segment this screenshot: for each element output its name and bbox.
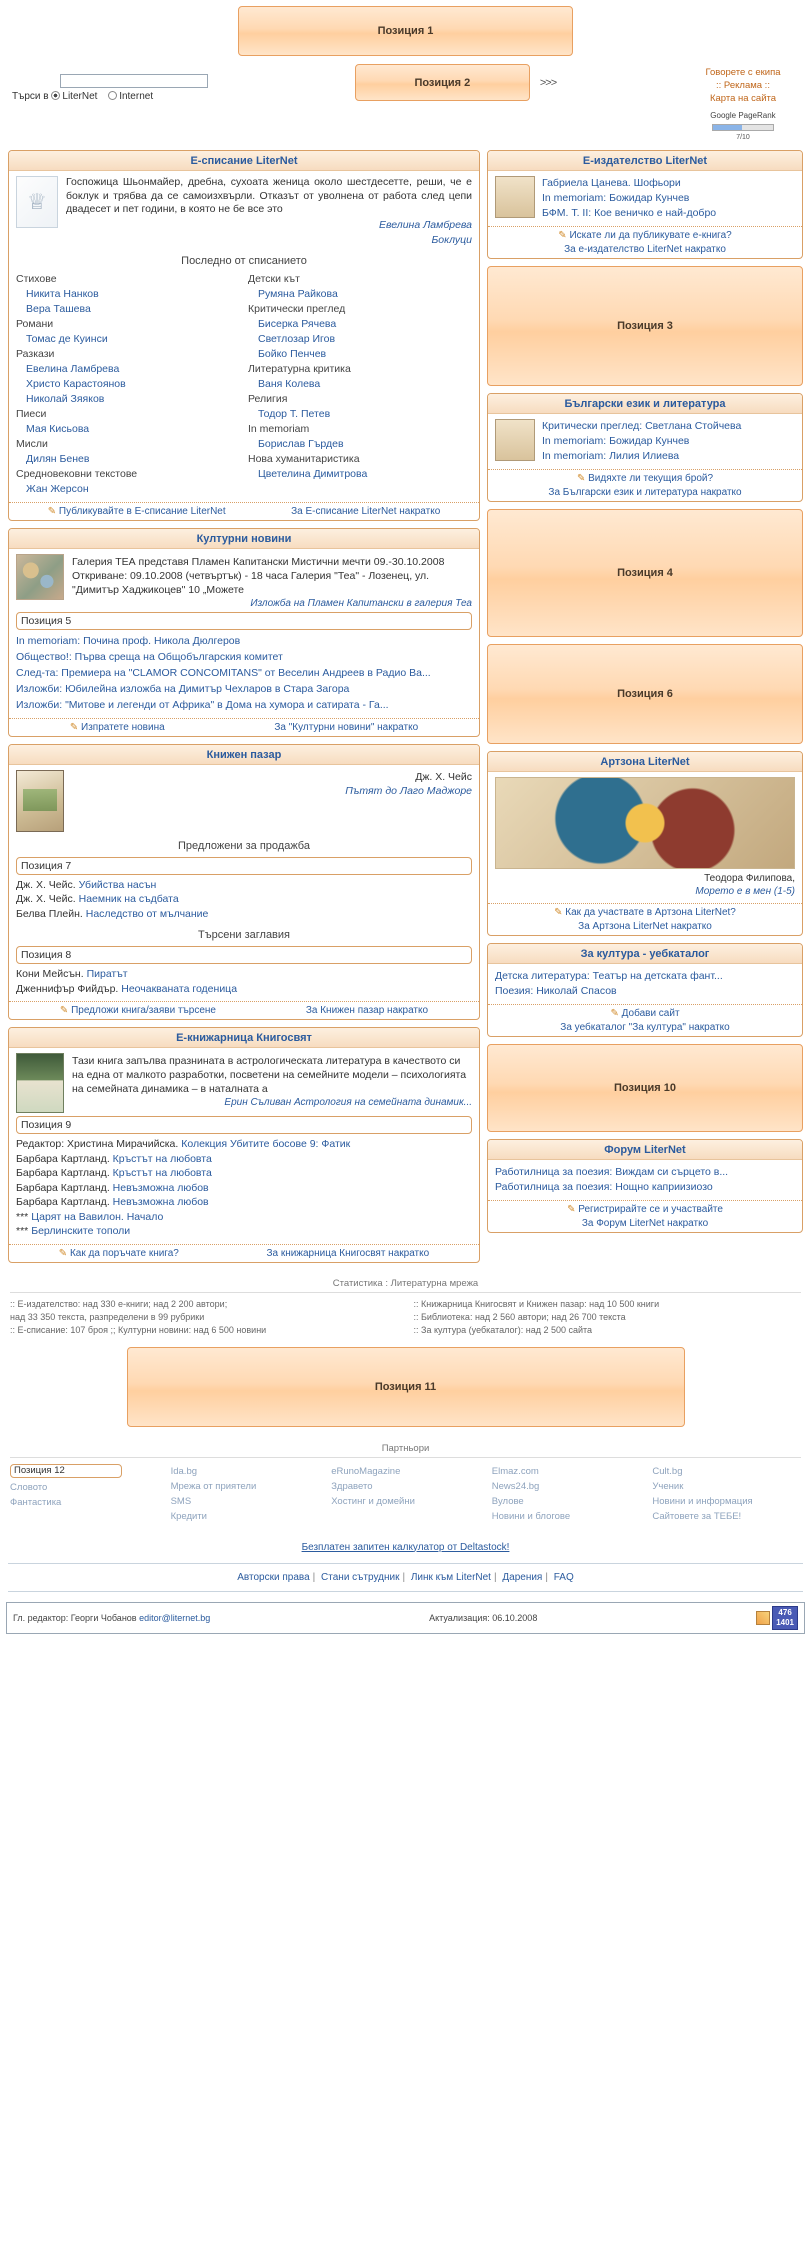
forum-item[interactable]: Работилница за поезия: Нощно каприизиозо [495, 1181, 713, 1193]
radio-internet-icon[interactable] [108, 91, 117, 100]
ad-position-2[interactable]: Позиция 2 [355, 64, 530, 101]
ebook-link[interactable]: Царят на Вавилон. Начало [31, 1210, 164, 1223]
ebook-prefix: *** [16, 1225, 32, 1237]
book-author: Белва Плейн. [16, 907, 86, 920]
ezine-category: Разкази [16, 347, 55, 360]
panel-bulgarian-language [487, 393, 803, 502]
book-market-about-link[interactable]: За Книжен пазар накратко [305, 1005, 429, 1016]
ezine-link[interactable]: Христо Карастоянов [26, 377, 126, 390]
ad-position-10[interactable]: Позиция 10 [487, 1044, 803, 1132]
left-column [8, 150, 480, 1270]
book-title-link[interactable]: Убийства насън [78, 878, 157, 891]
partner-link[interactable]: Словото [10, 1481, 48, 1493]
ezine-lead-thumb-icon: ♕ [16, 176, 58, 228]
bottom-navigation: Авторски права | Стани сътрудник | Линк към LiterNet | Дарения | FAQ [8, 1563, 803, 1592]
webcatalog-about-link[interactable]: За уебкаталог "За култура" накратко [560, 1022, 730, 1033]
panel-book-market-body [9, 765, 479, 1002]
panel-ezine-footer [9, 502, 479, 520]
partner-link[interactable]: News24.bg [491, 1480, 540, 1492]
ezine-lead [16, 176, 472, 247]
epublishing-publish-link[interactable]: Искате ли да публикувате е-книга? [569, 230, 732, 241]
partner-link[interactable]: Elmaz.com [491, 1465, 539, 1477]
culture-news-thumb-image [16, 554, 64, 600]
ebook-lead-text: Тази книга запълва празнината в астрологическата литература в качеството си на една от малкото разработки, посветени на семейните модели – психологията на семейната динамика – в наталната а [72, 1055, 467, 1095]
panel-ebookstore-body [9, 1048, 479, 1244]
ebook-prefix: Барбара Картланд. [16, 1196, 113, 1208]
culture-news-lead-text: Галерия ТЕА представя Пламен Капитански Мистични мечти 09.-30.10.2008 Откриване: 09.10.2008 (четвъртък) - 18 часа Галерия "Теа" - Лозенец, ул. "Димитър Хаджикоцев" 10 „Можете [72, 555, 445, 596]
panel-ebookstore-footer [9, 1244, 479, 1262]
culture-news-about-link[interactable]: За "Културни новини" накратко [274, 721, 419, 733]
ezine-category: Детски кът [248, 272, 300, 285]
panel-webcatalog-title: За култура - уебкаталог [488, 944, 802, 964]
ezine-lead-text: Госпожица Шьонмайер, дребна, сухоата женица около шестдесетте, реши, че е боклук и трябва да се самоизхвърли. Отказът от уволнена от работа след цепи двадесет и пет години, в която не бе все это [66, 176, 472, 215]
ezine-link[interactable]: Ваня Колева [258, 377, 321, 390]
partners-column [10, 1464, 159, 1524]
panel-forum-footer [488, 1200, 802, 1232]
panel-webcatalog-footer [488, 1004, 802, 1036]
ad-position-5[interactable]: Позиция 5 [16, 612, 472, 630]
culture-news-item[interactable]: Общество!: Първа среща на Общобългарския комитет [16, 650, 283, 663]
book-market-search-subtitle: Търсени заглавия [197, 929, 291, 941]
book-market-lead [16, 770, 472, 832]
ezine-link[interactable]: Светлозар Игов [258, 332, 336, 345]
panel-webcatalog [487, 943, 803, 1037]
ezine-lead-title[interactable]: Боклуци [431, 233, 472, 246]
ezine-list-left [16, 272, 240, 497]
sitemap-link[interactable]: Карта на сайта [709, 93, 777, 104]
culture-news-item[interactable]: Изложби: Юбилейна изложба на Димитър Чехларов в Стара Загора [16, 682, 350, 695]
search-options [8, 91, 228, 102]
nav-copyright[interactable]: Авторски права [237, 1571, 310, 1583]
webcatalog-item[interactable]: Детска литература: Театър на детската фант... [495, 970, 723, 982]
ezine-category: Религия [248, 392, 288, 405]
artzone-artwork-image[interactable] [495, 777, 795, 869]
artzone-participate-link[interactable]: Как да участвате в Артзона LiterNet? [565, 907, 736, 918]
nav-contributor[interactable]: Стани сътрудник [321, 1571, 400, 1583]
partner-link[interactable]: Мрежа от приятели [170, 1480, 257, 1492]
statistics-line: :: Е-списание: 107 броя ;; Културни новини: над 6 500 новини [10, 1324, 267, 1335]
nav-faq[interactable]: FAQ [553, 1571, 574, 1583]
ad-position-7[interactable]: Позиция 7 [16, 857, 472, 875]
ezine-link[interactable]: Николай Зяяков [26, 392, 105, 405]
header-ad-area [228, 64, 683, 101]
site-footer [6, 1602, 805, 1634]
epublishing-lead [495, 176, 795, 221]
ezine-lists [16, 272, 472, 497]
ad-position-1[interactable]: Позиция 1 [238, 6, 573, 56]
pencil-icon: ✎ [69, 721, 79, 733]
pencil-icon: ✎ [59, 1005, 69, 1016]
book-cover-image [16, 770, 64, 832]
radio-liternet-icon[interactable] [51, 91, 60, 100]
header-links [683, 64, 803, 144]
ebook-lead-title[interactable]: Астрология на семейната динамик... [293, 1097, 472, 1108]
ebook-link[interactable]: Невъзможна любов [112, 1181, 209, 1194]
ezine-publish-link[interactable]: Публикувайте в Е-списание LiterNet [58, 505, 226, 517]
epublishing-item[interactable]: In memoriam: Божидар Кунчев [542, 192, 690, 204]
panel-culture-news [8, 528, 480, 737]
order-book-link[interactable]: Как да поръчате книга? [69, 1247, 179, 1259]
search-area [8, 64, 228, 102]
book-title-link[interactable]: Пиратът [86, 968, 128, 980]
ezine-category: Стихове [16, 272, 57, 285]
panel-epublishing-footer [488, 226, 802, 258]
search-input[interactable] [60, 74, 208, 88]
pencil-icon: ✎ [567, 1204, 576, 1215]
book-title-link[interactable]: Наследство от мълчание [85, 907, 209, 920]
ebook-link[interactable]: Невъзможна любов [112, 1196, 209, 1208]
book-title-link[interactable]: Неочакваната годеница [121, 982, 238, 995]
webcatalog-item[interactable]: Поезия: Николай Спасов [495, 985, 617, 997]
panel-ebookstore-title: Е-книжарница Книгосвят [9, 1028, 479, 1048]
ad-position-9[interactable]: Позиция 9 [16, 1116, 472, 1134]
partners-column [492, 1464, 641, 1524]
partner-link[interactable]: Новини и информация [652, 1495, 753, 1507]
ebook-link[interactable]: Колекция Убитите босове 9: Фатик [181, 1138, 351, 1150]
nav-link-to-liternet[interactable]: Линк към LiterNet [410, 1571, 491, 1583]
forum-item[interactable]: Работилница за поезия: Виждам си сърцето в... [495, 1166, 729, 1178]
pagerank-label: Google PageRank [710, 111, 776, 120]
forum-about-link[interactable]: За Форум LiterNet накратко [581, 1218, 709, 1229]
top-ad-row [0, 0, 811, 60]
ad-position-3[interactable]: Позиция 3 [487, 266, 803, 386]
ebook-prefix: Барбара Картланд. [16, 1152, 113, 1165]
ezine-link[interactable]: Тодор Т. Петев [258, 407, 331, 420]
partner-link[interactable]: Ida.bg [170, 1465, 198, 1477]
ad-arrows: >>> [539, 76, 557, 89]
panel-epublishing [487, 150, 803, 259]
pagerank-value: 7/10 [736, 134, 750, 141]
ebookstore-lead [16, 1053, 472, 1113]
epublishing-thumb-image [495, 176, 535, 218]
ad-position-11[interactable]: Позиция 11 [127, 1347, 685, 1427]
footer-editor [13, 1613, 210, 1623]
ebook-link[interactable]: Кръстът на любовта [112, 1167, 212, 1179]
ezine-link[interactable]: Евелина Ламбрева [26, 362, 120, 375]
ebookstore-about-link[interactable]: За книжарница Книгосвят накратко [266, 1247, 430, 1259]
book-market-offers-subtitle: Предложени за продажба [178, 839, 310, 852]
nav-donations[interactable]: Дарения [502, 1571, 543, 1583]
statistics-column-left [10, 1298, 398, 1337]
ebook-lead-author: Ерин Съливан [224, 1097, 292, 1108]
partner-link[interactable]: SMS [170, 1495, 192, 1507]
ezine-category: Мисли [16, 437, 48, 450]
promo-link[interactable]: Безплатен запитен калкулатор от Deltastock! [301, 1541, 510, 1553]
ebook-prefix: Барбара Картланд. [16, 1181, 113, 1194]
culture-news-item[interactable]: Изложби: "Митове и легенди от Африка" в Дома на хумора и сатирата - Га... [16, 698, 389, 711]
ebook-link[interactable]: Берлинските тополи [31, 1225, 131, 1237]
panel-artzone-footer [488, 903, 802, 935]
bulgarian-language-item[interactable]: In memoriam: Лилия Илиева [542, 450, 680, 462]
bulgarian-language-item[interactable]: In memoriam: Божидар Кунчев [542, 435, 690, 447]
bulgarian-language-about-link[interactable]: За Български език и литература накратко [548, 487, 742, 498]
panel-ezine [8, 150, 480, 521]
culture-news-lead-link[interactable]: Изложба на Пламен Капитански в галерия Теа [250, 597, 472, 609]
panel-bulgarian-language-title: Български език и литература [488, 394, 802, 414]
current-issue-link[interactable]: Видяхте ли текущия брой? [588, 473, 714, 484]
partners-grid [10, 1464, 801, 1524]
statistics-line: :: За култура (уебкаталог): над 2 500 сайта [413, 1324, 593, 1335]
ezine-link[interactable]: Бойко Пенчев [258, 347, 327, 360]
bulgarian-language-item[interactable]: Критически преглед: Светлана Стойчева [542, 420, 742, 432]
partner-link[interactable]: Вулове [491, 1495, 524, 1507]
ezine-link[interactable]: Вера Ташева [26, 302, 91, 315]
statistics-title: Статистика : Литературна мрежа [10, 1278, 801, 1293]
radio-liternet-label[interactable]: LiterNet [62, 91, 98, 102]
panel-epublishing-title: Е-издателство LiterNet [488, 151, 802, 171]
ezine-lead-author[interactable]: Евелина Ламбрева [379, 218, 472, 231]
partners-column [652, 1464, 801, 1524]
partners-title: Партньори [10, 1443, 801, 1458]
epublishing-item[interactable]: БФМ. Т. II: Кое веничко е най-добро [542, 207, 717, 219]
artzone-artist: Теодора Филипова, [704, 873, 795, 884]
ezine-category: Средновековни текстове [16, 467, 138, 480]
ebook-prefix: Барбара Картланд. [16, 1167, 113, 1179]
bulgarian-language-thumb-image [495, 419, 535, 461]
ezine-link[interactable]: Мая Кисьова [26, 422, 90, 435]
statistics-line: :: Книжарница Книгосвят и Книжен пазар: над 10 500 книги [413, 1298, 660, 1309]
counter-top-value: 476 [778, 1607, 792, 1617]
panel-artzone-body [488, 772, 802, 903]
panel-culture-news-footer [9, 718, 479, 736]
panel-book-market [8, 744, 480, 1021]
forum-register-link[interactable]: Регистрирайте се и участвайте [578, 1204, 723, 1215]
contact-team-link[interactable]: Говорете с екипа [705, 67, 781, 78]
book-author: Кони Мейсън. [16, 968, 87, 980]
counter-values [772, 1606, 798, 1630]
panel-book-market-title: Книжен пазар [9, 745, 479, 765]
ezine-category: Романи [16, 317, 54, 330]
panel-artzone-title: Артзона LiterNet [488, 752, 802, 772]
ezine-link[interactable]: Никита Нанков [26, 287, 99, 300]
ezine-category: Литературна критика [248, 362, 351, 375]
promo-section [0, 1534, 811, 1563]
ezine-subtitle: Последно от списанието [181, 254, 307, 267]
ezine-link[interactable]: Бисерка Рячева [258, 317, 337, 330]
pencil-icon: ✎ [554, 907, 563, 918]
ezine-category: In memoriam [248, 422, 310, 435]
send-news-link[interactable]: Изпратете новина [81, 721, 165, 733]
panel-culture-news-body [9, 549, 479, 718]
ebook-prefix: *** [16, 1210, 32, 1223]
partner-link[interactable]: Новини и блогове [491, 1510, 571, 1522]
partner-link[interactable]: Ученик [652, 1480, 684, 1492]
counter-badge-icon [756, 1611, 770, 1625]
panel-forum-body [488, 1160, 802, 1200]
footer-updated: Актуализация: 06.10.2008 [429, 1612, 538, 1623]
pencil-icon: ✎ [558, 230, 567, 241]
culture-news-lead [16, 554, 472, 609]
statistics-line: :: Е-издателство: над 330 е-книги; над 2 200 автори; [10, 1298, 228, 1309]
site-header [0, 60, 811, 150]
ezine-link[interactable]: Жан Жерсон [26, 482, 89, 495]
pencil-icon: ✎ [47, 505, 57, 517]
ad-position-6[interactable]: Позиция 6 [487, 644, 803, 744]
panel-book-market-footer [9, 1001, 479, 1019]
culture-news-item[interactable]: In memoriam: Почина проф. Никола Дюлгеров [16, 634, 241, 647]
statistics-line: над 33 350 текста, разпределени в 99 рубрики [10, 1311, 205, 1322]
statistics-grid [10, 1298, 801, 1337]
pencil-icon: ✎ [576, 473, 586, 484]
statistics-line: :: Библиотека: над 2 560 автори; над 26 700 текста [413, 1311, 626, 1322]
ezine-list-right [248, 272, 472, 497]
partner-link[interactable]: Здравето [331, 1480, 373, 1492]
ebook-link[interactable]: Кръстът на любовта [112, 1152, 212, 1165]
panel-epublishing-body [488, 171, 802, 226]
partners-section [0, 1437, 811, 1534]
partner-link[interactable]: Сайтовете за ТЕБЕ! [652, 1510, 742, 1522]
epublishing-about-link[interactable]: За е-издателство LiterNet накратко [564, 244, 726, 255]
panel-webcatalog-body [488, 964, 802, 1004]
pencil-icon: ✎ [610, 1008, 619, 1019]
book-lead-author: Дж. Х. Чейс [415, 770, 472, 783]
book-author: Дж. Х. Чейс. [16, 893, 79, 905]
ezine-category: Нова хуманитаристика [248, 452, 360, 465]
ad-position-4[interactable]: Позиция 4 [487, 509, 803, 637]
partner-link[interactable]: Cult.bg [652, 1465, 683, 1477]
partner-link[interactable]: Хостинг и домейни [331, 1495, 415, 1507]
footer-editor-email[interactable]: editor@liternet.bg [139, 1612, 211, 1623]
panel-bulgarian-language-body [488, 414, 802, 469]
ebook-cover-image [16, 1053, 64, 1113]
advertising-link[interactable]: :: Реклама :: [716, 80, 770, 91]
main-columns [0, 150, 811, 1270]
panel-artzone [487, 751, 803, 936]
panel-ezine-body [9, 171, 479, 502]
ezine-category: Пиеси [16, 407, 47, 420]
book-title-link[interactable]: Наемник на съдбата [78, 893, 179, 905]
footer-editor-label: Гл. редактор: Георги Чобанов [13, 1612, 140, 1623]
panel-forum [487, 1139, 803, 1233]
artzone-artwork-title[interactable]: Морето е в мен (1-5) [695, 886, 795, 897]
partner-link[interactable]: eRunoMagazine [331, 1465, 401, 1477]
partners-column [171, 1464, 320, 1524]
visitor-counter[interactable] [756, 1606, 798, 1630]
artzone-about-link[interactable]: За Артзона LiterNet накратко [578, 921, 712, 932]
book-author: Дж. Х. Чейс. [16, 878, 79, 891]
panel-ezine-title: Е-списание LiterNet [9, 151, 479, 171]
ezine-link[interactable]: Цветелина Димитрова [258, 467, 368, 480]
ezine-link[interactable]: Дилян Бенев [26, 452, 90, 465]
panel-culture-news-title: Културни новини [9, 529, 479, 549]
partners-column [331, 1464, 480, 1524]
statistics-column-right [414, 1298, 802, 1337]
search-label: Търси в [12, 91, 49, 102]
pagerank-bar [712, 124, 774, 131]
book-author: Дженнифър Фийдър. [16, 982, 122, 995]
book-lead-title[interactable]: Пътят до Лаго Маджоре [345, 784, 472, 797]
panel-forum-title: Форум LiterNet [488, 1140, 802, 1160]
bottom-ad-row [0, 1341, 811, 1437]
ezine-link[interactable]: Томас де Куинси [26, 332, 108, 345]
ebook-prefix: Редактор: Христина Мирачийска. [16, 1138, 182, 1150]
counter-bottom-value: 1401 [776, 1617, 794, 1627]
epublishing-item[interactable]: Габриела Цанева. Шофьори [542, 177, 681, 189]
ad-position-12[interactable]: Позиция 12 [10, 1464, 122, 1478]
culture-news-item[interactable]: След-та: Премиера на "CLAMOR CONCOMITANS" от Веселин Андреев в Радио Ва... [16, 666, 431, 679]
add-site-link[interactable]: Добави сайт [621, 1008, 680, 1019]
ad-position-8[interactable]: Позиция 8 [16, 946, 472, 964]
partner-link[interactable]: Кредити [170, 1510, 207, 1522]
ezine-link[interactable]: Румяна Райкова [258, 287, 338, 300]
panel-ebookstore [8, 1027, 480, 1263]
statistics-section [0, 1270, 811, 1341]
bulgarian-language-lead [495, 419, 795, 464]
ezine-link[interactable]: Борислав Гърдев [258, 437, 344, 450]
partner-link[interactable]: Фантастика [10, 1496, 62, 1508]
panel-bulgarian-language-footer [488, 469, 802, 501]
radio-internet-label[interactable]: Internet [119, 91, 154, 102]
offer-book-link[interactable]: Предложи книга/заяви търсене [71, 1005, 216, 1016]
ezine-about-link[interactable]: За Е-списание LiterNet накратко [291, 505, 441, 517]
right-column [487, 150, 803, 1240]
pencil-icon: ✎ [58, 1247, 68, 1259]
ezine-category: Критически преглед [248, 302, 346, 315]
